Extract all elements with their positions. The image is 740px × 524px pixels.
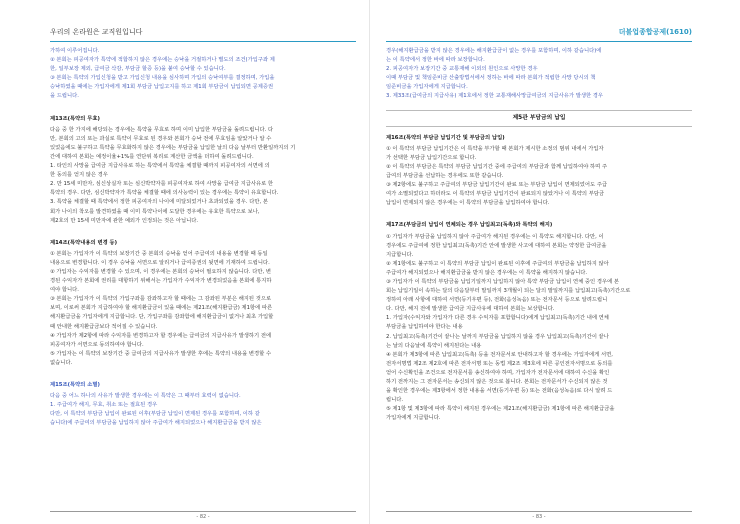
article-17-title: 제17조(부담금의 납입이 연체되는 경우 납입최고(독촉)와 특약의 해지) <box>386 222 553 229</box>
text-line: 정하여 아래 사항에 대하여 서면(등기우편 등), 전화(음성녹음) 또는 전자문서 등으로 알려드립니 <box>386 297 608 304</box>
text-line: 는 날의 다음날에 특약이 해지된다는 내용 <box>386 342 482 349</box>
text-line: 경우에도 주급여에 정한 납입최고(독촉)기간 안에 발생한 사고에 대하여 본회는 약정한 급여금을 <box>386 242 607 249</box>
text-line: 립니다. <box>386 397 404 404</box>
text-line: 2. 만 15세 미만자, 심신상실자 또는 심신박약자를 피공여자로 하여 사망을 급여금 지급사유로 한 <box>50 181 274 188</box>
text-line: ④ 본회가 제3항에 따른 납입최고(독촉) 등을 전자문서로 안내하고자 할 경우에는 가입자에게 서면, <box>386 351 613 358</box>
text-line: 가입자에게 지급합니다. <box>386 415 441 422</box>
text-line: 는 이 특약에서 정한 바에 따라 보장합니다. <box>386 57 485 64</box>
article-16-body <box>386 145 692 209</box>
article-17-body <box>386 233 692 424</box>
text-line: 없습니다. <box>50 359 73 366</box>
left-header <box>50 0 356 42</box>
text-line: 이때 부담금 및 책임준비금 산출방법서에서 정하는 바에 따라 본회가 적립한 사망 당시의 책 <box>386 75 596 82</box>
right-top-paragraph <box>386 47 692 102</box>
section-5-heading: 제5관 부담금의 납입 <box>386 110 692 127</box>
text-line: 한, 일부보장 제외, 급여금 삭감, 부담금 할증 등)을 붙여 승낙할 수 있습니다. <box>50 66 226 73</box>
article-13-title: 제13조(특약의 무효) <box>50 115 100 122</box>
text-line: 1. 타인의 사망을 급여금 지급사유로 하는 특약에서 특약을 체결할 때까지 피공여자의 서면에 의 <box>50 163 270 170</box>
text-line: 경된 수익자가 본회에 권리를 대항하기 위해서는 가입자가 수익자가 변경되었음을 본회에 통지하 <box>50 278 272 285</box>
text-line: 가 선택한 부담금 납입기간으로 합니다. <box>386 154 477 161</box>
text-line: ③ 가입자가 이 특약의 부담금을 납입기일까지 납입하지 않아 특약 부담금 납입이 연체 중인 경우에 본 <box>386 278 619 285</box>
text-line: 여가 소멸되었다고 하더라도 이 특약의 부담금 납입기간이 완료되지 않았거나 이 특약의 부담금 <box>386 191 605 198</box>
text-line: ③ 본회는 특약의 가입신청을 받고 가입신청 내용을 심사하며 가입의 승낙여부를 결정하며, 가입을 <box>50 75 275 82</box>
article-13-body <box>50 126 356 226</box>
article-14-body <box>50 250 356 368</box>
text-line: 승낙하였을 때에는 가입자에게 제1회 부담금 납입고지를 하고 제1회 부담금이 납입되면 공제증권 <box>50 84 274 91</box>
text-line: 부담금을 납입하여야 한다는 내용 <box>386 324 463 331</box>
text-line: ② 가입자는 수익자를 변경할 수 있으며, 이 경우에는 본회의 승낙이 필요하지 않습니다. 다만, 변 <box>50 268 272 275</box>
text-line: 주급여가 해지되었으나 해지환급금을 받지 않은 경우에는 이 특약을 해지하지 않습니다. <box>386 269 588 276</box>
text-line: ② 이 특약의 부담금은 특약의 부담금 납입기간 중에 주급여의 부담금과 함께 납입하여야 하며 주 <box>386 163 608 170</box>
text-line: 다만, 이 특약의 부담금 납입이 완료된 이후(부담금 납입이 면제된 경우를 포함하며, 이하 같 <box>50 411 260 418</box>
article-15-body <box>50 392 356 428</box>
text-line: ③ 제2항에도 불구하고 주급여의 부담금 납입기간이 완료 또는 부담금 납입이 면제되었어도 주급 <box>386 182 608 189</box>
right-header <box>386 0 692 42</box>
text-line: 1. 가입자(수익자와 가입자가 다른 경우 수익자를 포함합니다)에게 납입최고(독촉)기간 내에 연체 <box>386 315 609 322</box>
text-line: 경우(해지환급금을 받지 않은 경우에는 해지환급금이 없는 경우를 포함하며, 이하 같습니다)에 <box>386 48 602 54</box>
text-line: ② 본회는 피공여자가 특약에 적합하지 않은 경우에는 승낙을 거절하거나 별도의 조건(가입구좌 제 <box>50 57 275 64</box>
left-header-title: 우리의 온라원은 교직원입니다 <box>50 28 143 36</box>
text-line: 다음 중 어느 하나의 사유가 발생한 경우에는 이 특약은 그 때부터 효력이 없습니다. <box>50 393 241 400</box>
text-line: ⑤ 가입자는 이 특약의 보장기간 중 급여금의 지급사유가 발생한 후에는 특약의 내용을 변경할 수 <box>50 350 272 357</box>
text-line: 회는 납입기일이 속하는 달의 다음달부터 말일까지 3개월이 되는 달의 말일까지를 납입최고(독촉)기간으로 <box>386 288 631 295</box>
article-14-title: 제14조(특약내용의 변경 등) <box>50 239 118 246</box>
text-line: ⑤ 제1항 및 제3항에 따라 특약이 해지된 경우에는 제21조(해지환급금) 제1항에 따른 해지환급금을 <box>386 406 615 413</box>
text-line: 한 동의를 얻지 않은 경우 <box>50 172 108 179</box>
text-line: ③ 본회는 가입자가 이 특약의 가입구좌를 감좌하고자 할 때에는 그 감좌된 부분은 해지된 것으로 <box>50 296 272 303</box>
text-line: ④ 가입자가 제2항에 따라 수익자를 변경하고자 할 경우에는 급여금의 지급사유가 발생하기 전에 <box>50 332 272 339</box>
text-line: 급여의 부담금을 선납하는 경우에도 또한 같습니다. <box>386 173 504 180</box>
text-line: 제2호의 만 15세 미만자에 관한 예외가 인정되는 것은 아닙니다. <box>50 217 199 224</box>
text-line: 피공여자가 서면으로 동의하여야 합니다. <box>50 341 144 348</box>
text-line: 간에 대하여 본회는 예정이율+1%를 연단위 복리로 계산한 금액을 더하여 돌려드립니다. <box>50 153 254 160</box>
text-line: 임준비금을 가입자에게 지급합니다. <box>386 84 468 91</box>
article-16-title: 제16조(특약의 부담금 납입기간 및 부담금의 납입) <box>386 134 505 141</box>
right-footer <box>386 511 692 520</box>
text-line: 3. 제33조(급여금의 지급사유) 제1호에서 정한 교통재해사망급여금의 지급사유가 발생한 경우 <box>386 93 603 100</box>
text-line: 3. 특약을 체결할 때 특약에서 정한 피공여자의 나이에 미달되었거나 초과되었을 경우. 다만, 본 <box>50 199 268 206</box>
right-body <box>386 42 692 423</box>
text-line: 2. 피공여자가 보장기간 중 교통재해 이외의 원인으로 사망한 경우 <box>386 66 538 73</box>
text-line: 을 확인한 경우에는 제3항에서 정한 내용을 서면(등기우편 등) 또는 전화(음성녹음)로 다시 알려 드 <box>386 388 613 395</box>
text-line: 다. 다만, 해지 전에 발생한 급여금 지급사유에 대하여 본회는 보상합니다. <box>386 306 555 313</box>
right-page <box>370 0 740 524</box>
text-line: 있었음에도 불구하고 특약을 무효화하지 않은 경우에는 부담금을 납입한 날의 다음 날부터 반환일까지의 기 <box>50 144 296 151</box>
left-footer <box>50 511 356 520</box>
text-line: ① 가입자가 부담금을 납입하지 않아 주급여가 해지된 경우에는 이 특약도 해지합니다. 다만, 이 <box>386 233 604 240</box>
text-line: 때 안내한 해지환급금보다 적어질 수 있습니다. <box>50 323 158 330</box>
left-top-paragraph <box>50 47 356 102</box>
text-line: 회가 나이의 착오를 발견하였을 때 이미 특약나이에 도달한 경우에는 유효한 특약으로 보나, <box>50 208 260 215</box>
text-line: 다음 중 한 가지에 해당되는 경우에는 특약을 무효로 하며 이미 납입한 부담금을 돌려드립니다. 다 <box>50 126 274 133</box>
text-line: 여야 합니다. <box>50 287 79 294</box>
text-line: 해지환급금을 가입자에게 지급합니다. 단, 가입구좌를 감좌함에 해지환급금이 없거나 최초 가입할 <box>50 314 274 321</box>
right-page-number: - 83 - <box>532 514 546 520</box>
text-line: ① 이 특약의 부담금 납입기간은 이 특약을 부가할 때 본회가 제시한 소정의 범위 내에서 가입자 <box>386 145 604 152</box>
text-line: 하기 전까지는 그 전자문서는 송신되지 않은 것으로 봅니다. 본회는 전자문서가 수신되지 않은 것 <box>386 379 608 385</box>
text-line: 습니다)에 주급여의 부담금을 납입하지 않아 주급여가 해지되었으나 해지환급금을 받지 않은 <box>50 420 262 427</box>
text-line: 특약의 경우. 다만, 심신박약자가 특약을 체결할 때에 의사능력이 있는 경우에는 특약이 유효합니다. <box>50 190 279 197</box>
text-line: 만, 본회의 고의 또는 과실로 특약이 무효로 된 경우와 본회가 승낙 전에 무효임을 알았거나 알 수 <box>50 135 272 142</box>
left-body <box>50 42 356 428</box>
text-line: 2. 납입최고(독촉)기간이 끝나는 날까지 부담금을 납입하지 않을 경우 납입최고(독촉)기간이 끝나 <box>386 333 609 340</box>
right-header-title: 더불업종합공제(1610) <box>618 28 692 36</box>
text-line: 얻어 수신확인을 조건으로 전자문서를 송신하여야 하며, 가입자가 전자문서에 대하여 수신을 확인 <box>386 369 610 376</box>
left-page-number: - 82 - <box>196 514 210 520</box>
text-line: 1. 주급여가 해지, 무효, 취소 또는 절효된 경우 <box>50 402 158 409</box>
text-line: 납입이 면제되지 않은 경우에는 이 특약의 부담금을 납입하여야 합니다. <box>386 200 550 207</box>
article-15-title: 제15조(특약의 소멸) <box>50 382 100 388</box>
text-line: 전자서명법 제2조 제2호에 따른 전자서명 또는 동법 제2조 제3호에 따른 공인전자서명으로 동의를 <box>386 360 613 367</box>
text-line: 지급합니다. <box>386 251 414 258</box>
text-line: ② 제1항에도 불구하고 이 특약의 부담금 납입이 완료된 이후에 주급여의 부담금을 납입하지 않아 <box>386 260 609 267</box>
text-line: 내용으로 변경합니다. 이 경우 승낙을 서면으로 알리거나 급여증권의 뒷면에 기재하여 드립니다. <box>50 259 270 266</box>
text-line: 보며, 이로써 본회가 지급하여야 할 해지환급금이 있을 때에는 제21조(해지환급금) 제1항에 따른 <box>50 305 273 312</box>
text-line: 가하여 이루어집니다. <box>50 48 100 54</box>
text-line: 을 드립니다. <box>50 93 79 100</box>
text-line: ① 본회는 가입자가 이 특약의 보장기간 중 본회의 승낙을 얻어 주급여의 내용을 변경할 때 동일 <box>50 250 268 257</box>
